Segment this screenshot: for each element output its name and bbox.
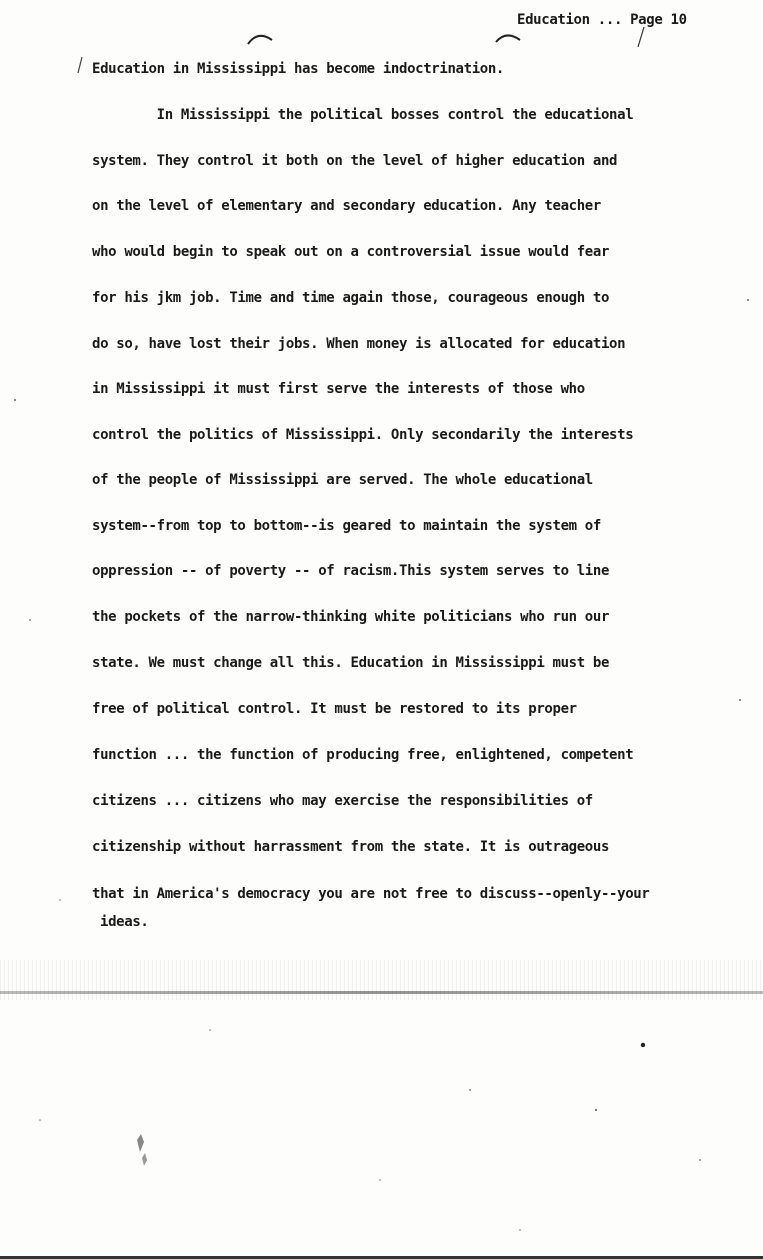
text-line-9: control the politics of Mississippi. Only secondarily the interests	[92, 427, 634, 443]
text-line-19: that in America's democracy you are not free to discuss--openly--your	[92, 886, 650, 902]
text-line-5: who would begin to speak out on a controversial issue would fear	[92, 244, 610, 260]
text-line-18: citizenship without harrassment from the state. It is outrageous	[92, 839, 610, 855]
pen-tick-mark-header	[636, 26, 646, 48]
text-line-6: for his jkm job. Time and time again those, courageous enough to	[92, 290, 610, 306]
text-line-3: system. They control it both on the level of higher education and	[92, 153, 618, 169]
pen-arc-mark-left	[246, 30, 274, 46]
text-line-8: in Mississippi it must first serve the interests of those who	[92, 381, 585, 397]
text-line-2: In Mississippi the political bosses control the educational	[92, 107, 634, 123]
text-line-12: oppression -- of poverty -- of racism.This system serves to line	[92, 563, 610, 579]
text-line-17: citizens ... citizens who may exercise the responsibilities of	[92, 793, 593, 809]
text-line-11: system--from top to bottom--is geared to maintain the system of	[92, 518, 601, 534]
running-header: Education ... Page 10	[517, 12, 687, 28]
text-line-16: function ... the function of producing free, enlightened, competent	[92, 747, 634, 763]
text-line-7: do so, have lost their jobs. When money is allocated for education	[92, 336, 626, 352]
pen-arc-mark-right	[494, 30, 522, 46]
text-line-4: on the level of elementary and secondary education. Any teacher	[92, 198, 601, 214]
text-line-14: state. We must change all this. Education in Mississippi must be	[92, 655, 610, 671]
text-line-13: the pockets of the narrow-thinking white politicians who run our	[92, 609, 610, 625]
pen-tick-mark-left	[76, 56, 84, 74]
text-line-15: free of political control. It must be restored to its proper	[92, 701, 577, 717]
scan-fold-edge	[0, 991, 763, 994]
scan-noise-band	[0, 960, 763, 1000]
text-line-10: of the people of Mississippi are served. The whole educational	[92, 472, 593, 488]
text-line-20: ideas.	[100, 914, 149, 930]
text-line-1: Education in Mississippi has become indoctrination.	[92, 61, 505, 77]
